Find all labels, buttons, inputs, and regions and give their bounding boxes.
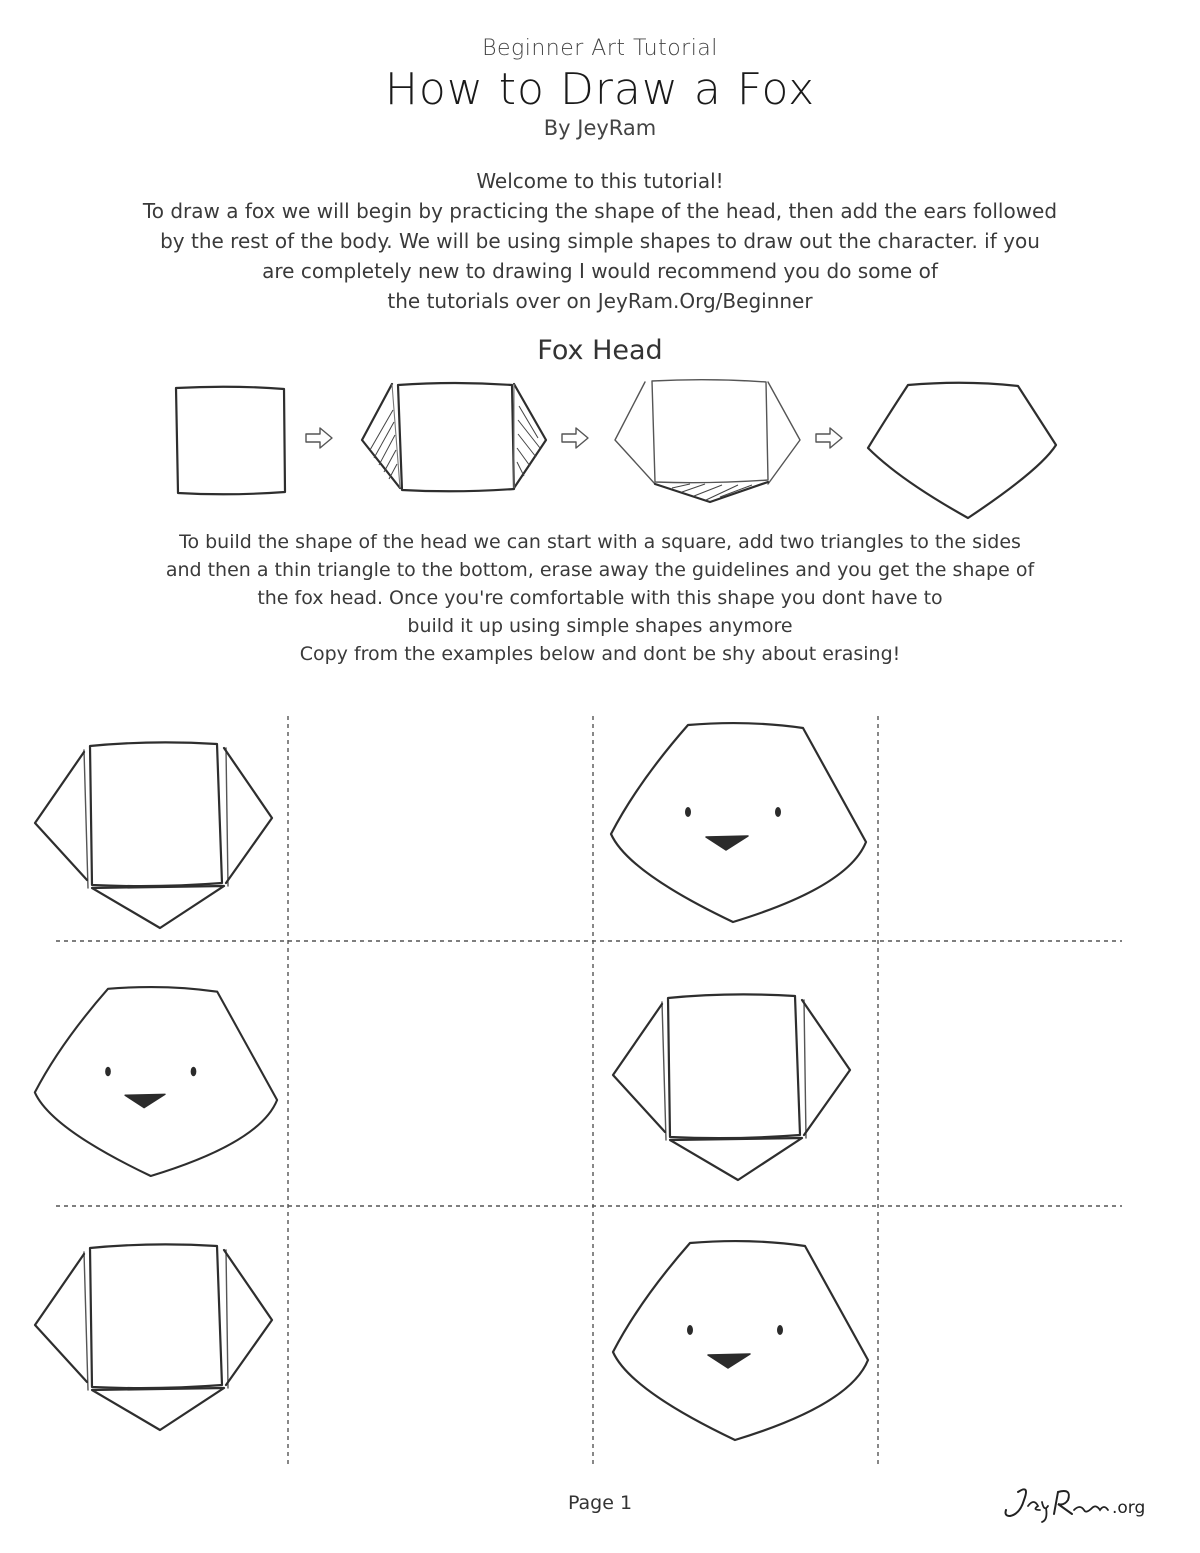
intro-line: To draw a fox we will begin by practicing the shape of the head, then add the ears followed — [142, 199, 1058, 223]
step-fox-head-outline — [868, 383, 1056, 518]
step-side-triangles — [362, 383, 546, 491]
example-construction-head — [35, 742, 272, 928]
step-bottom-triangle — [615, 380, 800, 502]
right-arrow-icon — [306, 428, 332, 448]
example-face-head — [611, 723, 866, 922]
description-line: Copy from the examples below and dont be shy about erasing! — [299, 643, 901, 665]
example-face-head — [35, 987, 277, 1176]
description-line: the fox head. Once you're comfortable with this shape you dont have to — [257, 587, 943, 609]
brand-signature-logo — [1000, 1480, 1170, 1530]
practice-grid — [56, 716, 1122, 1466]
example-construction-head — [35, 1244, 272, 1430]
description-line: build it up using simple shapes anymore — [407, 615, 793, 637]
description-line: To build the shape of the head we can start with a square, add two triangles to the sides — [179, 531, 1021, 553]
intro-line: the tutorials over on JeyRam.Org/Beginner — [387, 289, 813, 313]
intro-line: by the rest of the body. We will be using simple shapes to draw out the character. if you — [160, 229, 1040, 253]
step-square — [176, 387, 285, 495]
intro-line: Welcome to this tutorial! — [476, 169, 724, 193]
example-construction-head — [613, 994, 850, 1180]
description-line: and then a thin triangle to the bottom, erase away the guidelines and you get the shape of — [165, 559, 1035, 581]
page-number: Page 1 — [567, 1492, 633, 1514]
author-byline: By JeyRam — [543, 116, 657, 140]
page-title: How to Draw a Fox — [384, 64, 816, 115]
example-face-head — [613, 1241, 868, 1440]
svg-text:.org: .org — [1112, 1498, 1146, 1518]
right-arrow-icon — [816, 428, 842, 448]
intro-line: are completely new to drawing I would recommend you do some of — [262, 259, 938, 283]
section-title: Fox Head — [537, 335, 663, 366]
tutorial-subtitle: Beginner Art Tutorial — [482, 36, 718, 61]
right-arrow-icon — [562, 428, 588, 448]
